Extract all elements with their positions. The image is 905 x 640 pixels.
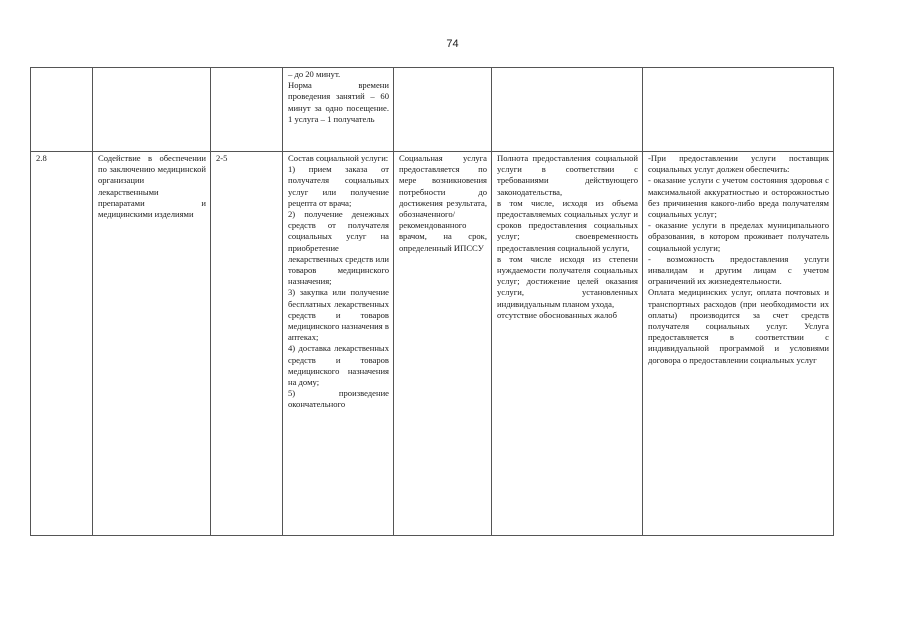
requirements-line: - оказание услуги в пределах муниципального образования, в котором проживает получатель социальной услуги;	[648, 220, 829, 253]
services-table	[30, 67, 834, 536]
description-line: Состав социальной услуги:	[288, 153, 389, 163]
description-line: Норма времени проведения занятий – 60 минут за одно посещение. 1 услуга – 1 получатель	[288, 80, 389, 124]
description-line: 5) произведение окончательного	[288, 388, 389, 410]
description-line: 1) прием заказа от получателя социальных услуг или получение рецепта от врача;	[288, 164, 389, 208]
table-row	[31, 68, 834, 152]
quality-line: в том числе исходя из степени нуждаемости получателя социальных услуг; достижение целей оказания услуги, установленных индивидуальным планом ухода,	[497, 253, 638, 309]
quality-line: в том числе, исходя из объема предоставляемых социальных услуг и сроков предоставления социальных услуг; своевременность предоставления социальной услуги,	[497, 197, 638, 253]
cell-description	[283, 68, 394, 152]
cell-conditions: Социальная услуга предоставляется по мере возникновения потребности до достижения результата, обозначенного/ рекомендованного врачом, на срок, определенный ИПСCУ	[394, 152, 492, 536]
cell-service-name	[93, 68, 211, 152]
requirements-line: - возможность предоставления услуги инвалидам и другим лицам с учетом ограничений их жизнедеятельности.	[648, 253, 829, 287]
description-line: 4) доставка лекарственных средств и товаров медицинского назначения на дому;	[288, 343, 389, 388]
cell-number	[31, 68, 93, 152]
requirements-line: -При предоставлении услуги поставщик социальных услуг должен обеспечить:	[648, 153, 829, 175]
cell-requirements	[643, 152, 834, 536]
description-line: 2) получение денежных средств от получателя социальных услуг на приобретение лекарственных средств или товаров медицинского назначения;	[288, 209, 389, 287]
quality-line: Полнота предоставления социальной услуги в соответствии с требованиями действующего законодательства,	[497, 153, 638, 197]
cell-quality	[492, 68, 643, 152]
description-line: 3) закупка или получение бесплатных лекарственных средств и товаров медицинского назначения в аптеках;	[288, 287, 389, 343]
cell-number: 2.8	[31, 152, 93, 536]
cell-code: 2-5	[211, 152, 283, 536]
requirements-line: - оказание услуги с учетом состояния здоровья с максимальной аккуратностью и осторожностью без причинения какого-либо вреда получателям социальных услуг;	[648, 175, 829, 220]
cell-description	[283, 152, 394, 536]
quality-line: отсутствие обоснованных жалоб	[497, 309, 617, 320]
requirements-line: Оплата медицинских услуг, оплата почтовых и транспортных расходов (при необходимости их оплаты) производится за счет средств получателя социальных услуг. Услуга предоставляется в соответствии с индивидуальной программой и условиями договора о предоставлении социальных услуг	[648, 287, 829, 365]
cell-requirements	[643, 68, 834, 152]
table-row	[31, 152, 834, 536]
description-line: – до 20 минут.	[288, 69, 341, 79]
cell-quality	[492, 152, 643, 536]
cell-service-name: Содействие в обеспечении по заключению медицинской организации лекарственными препаратами и медицинскими изделиями	[93, 152, 211, 536]
page-number: 74	[446, 38, 459, 50]
cell-code	[211, 68, 283, 152]
cell-conditions	[394, 68, 492, 152]
